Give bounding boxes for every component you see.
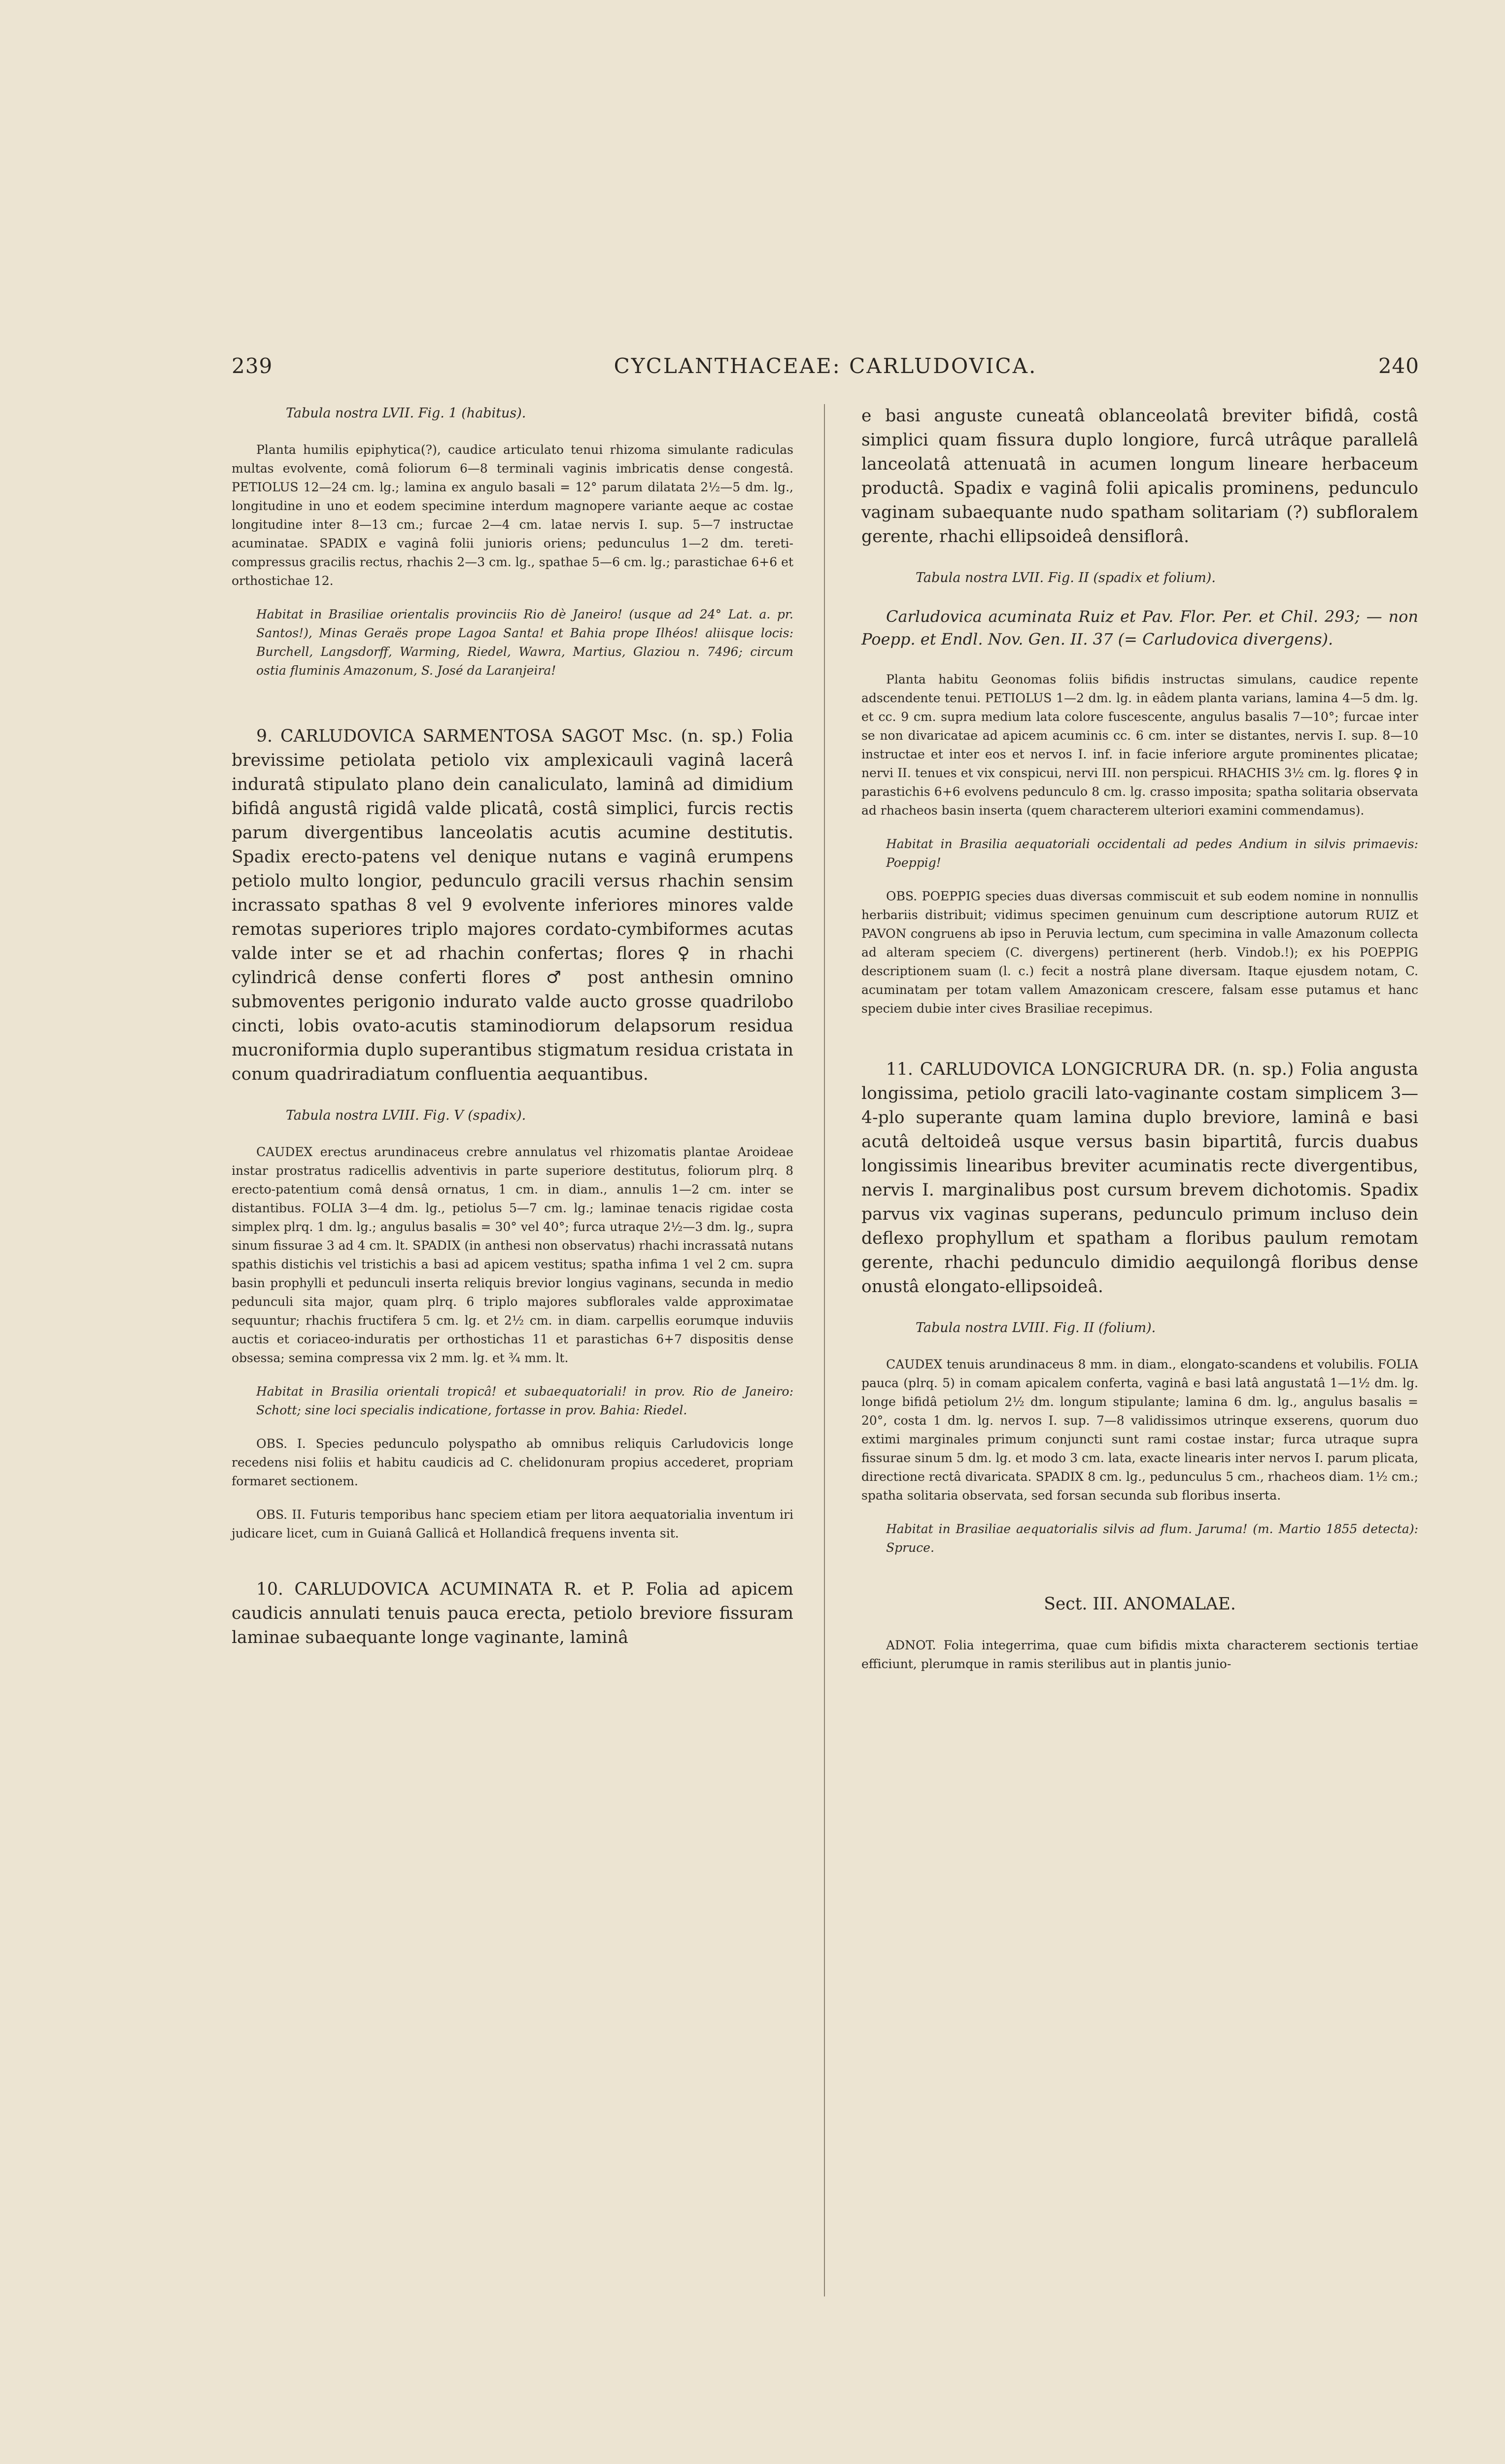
description-paragraph: CAUDEX tenuis arundinaceus 8 mm. in diam., elongato-scandens et volubilis. FOLIA pauca (plrq. 5) in comam apicalem conferta, vaginâ e basi latâ angustatâ 1—1½ dm. lg. longe bifidâ petiolum 2½ dm. longum stipulante; lamina 6 dm. lg., angulus basalis = 20°, costa 1 dm. lg. nervos I. sup. 7—8 validissimos utrinque exserens, quorum duo extimi marginales primum conjuncti sunt rami costae instar; furca utraque supra fissurae sinum 5 dm. lg. et modo 3 cm. lata, exacte linearis inter nervos I. parum plicata, directione rectâ divaricata. SPADIX 8 cm. lg., pedunculus 5 cm., rhacheos diam. 1½ cm.; spatha solitaria observata, sed forsan secunda sub floribus inserta.: [861, 1357, 1418, 1503]
right-column: [861, 404, 1418, 1688]
observation-paragraph: OBS. I. Species pedunculo polyspatho ab omnibus reliquis Carludovicis longe recedens nisi foliis et habitu caudicis ad C. chelidonuram propius accederet, propriam formaret sectionem.: [232, 1437, 793, 1488]
species-heading-sarmentosa: 9. CARLUDOVICA SARMENTOSA SAGOT Msc. (n. sp.) Folia brevissime petiolata petiolo vix amplexicauli vaginâ lacerâ induratâ stipulato plano dein canaliculato, laminâ ad dimidium bifidâ angustâ rigidâ valde plicatâ, costâ simplici, furcis rectis parum divergentibus lanceolatis acutis acumine destitutis. Spadix erecto-patens vel denique nutans e vaginâ erumpens petiolo multo longior, pedunculo gracili versus rhachin sensim incrassato spathas 8 vel 9 evolvente inferiores minores valde remotas superiores triplo majores cordato-cymbiformes acutas valde inter se et ad rhachin confertas; flores ♀ in rhachi cylindricâ dense conferti flores ♂ post anthesin omnino submoventes perigonio indurato valde aucto grosse quadrilobo cincti, lobis ovato-acutis staminodiorum delapsorum residua mucroniformia duplo superantibus stigmatum residua cristata in conum quadriradiatum confluentia aequantibus.: [232, 726, 793, 1084]
plate-caption: Tabula nostra LVII. Fig. II (spadix et folium).: [916, 570, 1216, 585]
plate-caption: Tabula nostra LVIII. Fig. V (spadix).: [286, 1108, 526, 1123]
column-divider: [824, 404, 825, 2296]
description-paragraph: CAUDEX erectus arundinaceus crebre annulatus vel rhizomatis plantae Aroideae instar prostratus radicellis adventivis in parte superiore destitutus, foliorum plrq. 8 erecto-patentium comâ densâ ornatus, 1 cm. in diam., annulis 1—2 cm. inter se distantibus. FOLIA 3—4 dm. lg., petiolus 5—7 cm. lg.; laminae tenacis rigidae costa simplex plrq. 1 dm. lg.; angulus basalis = 30° vel 40°; furca utraque 2½—3 dm. lg., supra sinum fissurae 3 ad 4 cm. lt. SPADIX (in anthesi non observatus) rhachi incrassatâ nutans spathis distichis vel tristichis a basi ad apicem vestitus; spatha infima 1 vel 2 cm. supra basin prophylli et pedunculi inserta reliquis brevior longius vaginans, secunda in medio pedunculi sita major, quam plrq. 6 triplo majores subflorales valde approximatae sequuntur; rhachis fructifera 5 cm. lg. et 2½ cm. in diam. carpellis eorumque induviis auctis et coriaceo-induratis per orthostichas 11 et parastichas 6+7 dispositis dense obsessa; semina compressa vix 2 mm. lg. et ¾ mm. lt.: [232, 1145, 793, 1365]
page-number-right: 240: [1378, 354, 1419, 378]
observation-paragraph: OBS. POEPPIG species duas diversas commiscuit et sub eodem nomine in nonnullis herbariis distribuit; vidimus specimen genuinum cum descriptione autorum RUIZ et PAVON congruens ab ipso in Peruvia lectum, cum specimina in valle Amazonum collecta ad alteram speciem (C. divergens) pertinerent (herb. Vindob.!); ex his POEPPIG descriptionem suam (l. c.) fecit a nostrâ plane diversam. Itaque ejusdem notam, C. acuminatam per totam vallem Amazonicam crescere, falsam esse putamus et hanc speciem dubie inter cives Brasiliae recepimus.: [861, 889, 1418, 1016]
species-heading-acuminata: 10. CARLUDOVICA ACUMINATA R. et P. Folia ad apicem caudicis annulati tenuis pauca erecta, petiolo breviore fissuram laminae subaequante longe vaginante, laminâ: [232, 1579, 793, 1647]
description-paragraph: Planta habitu Geonomas foliis bifidis instructas simulans, caudice repente adscendente tenui. PETIOLUS 1—2 dm. lg. in eâdem planta varians, lamina 4—5 dm. lg. et cc. 9 cm. supra medium lata colore fuscescente, angulus basalis 7—10°; furcae inter se non divaricatae ad apicem acuminis cc. 6 cm. inter se distantes, nervis I. sup. 8—10 instructae et inter eos et nervos I. inf. in facie inferiore argute prominentes plicatae; nervi II. tenues et vix conspicui, nervi III. non perspicui. RHACHIS 3½ cm. lg. flores ♀ in parastichis 6+6 evolvens pedunculo 8 cm. lg. crasso imposita; spatha solitaria observata ad rhacheos basin inserta (quem characterem ulteriori examini commendamus).: [861, 672, 1418, 818]
habitat-paragraph: Habitat in Brasiliae aequatorialis silvis ad flum. Jaruma! (m. Martio 1855 detecta): Spruce.: [886, 1522, 1418, 1555]
left-column: [232, 404, 793, 1670]
synonymy: Carludovica acuminata Ruiz et Pav. Flor. Per. et Chil. 293; — non Poepp. et Endl. Nov. Gen. II. 37 (= Carludovica divergens).: [861, 607, 1418, 649]
page-header: [232, 354, 1419, 383]
description-paragraph: Planta humilis epiphytica(?), caudice articulato tenui rhizoma simulante radiculas multas evolvente, comâ foliorum 6—8 terminali vaginis imbricatis dense congestâ. PETIOLUS 12—24 cm. lg.; lamina ex angulo basali = 12° parum dilatata 2½—5 dm. lg., longitudine in uno et eodem specimine interdum magnopere variante aeque ac costae longitudine inter 8—13 cm.; furcae 2—4 cm. latae nervis I. sup. 5—7 instructae acuminatae. SPADIX e vaginâ folii junioris oriens; pedunculus 1—2 dm. tereti-compressus gracilis rectus, rhachis 2—3 cm. lg., spathae 5—6 cm. lg.; parastichae 6+6 et orthostichae 12.: [232, 443, 793, 588]
habitat-paragraph: Habitat in Brasilia orientali tropicâ! et subaequatoriali! in prov. Rio de Janeiro: Schott; sine loci specialis indicatione, fortasse in prov. Bahia: Riedel.: [256, 1384, 793, 1417]
observation-paragraph: OBS. II. Futuris temporibus hanc speciem etiam per litora aequatorialia inventum iri judicare licet, cum in Guianâ Gallicâ et Hollandicâ frequens inventa sit.: [232, 1507, 793, 1540]
plate-caption: Tabula nostra LVIII. Fig. II (folium).: [916, 1320, 1156, 1335]
section-heading: Sect. III. ANOMALAE.: [1044, 1594, 1236, 1614]
habitat-paragraph: Habitat in Brasiliae orientalis provinciis Rio dè Janeiro! (usque ad 24° Lat. a. pr. Santos!), Minas Geraës prope Lagoa Santa! et Bahia prope Ilhéos! aliisque locis: Burchell, Langsdorff, Warming, Riedel, Wawra, Martius, Glaziou n. 7496; circum ostia fluminis Amazonum, S. José da Laranjeira!: [256, 607, 793, 678]
habitat-paragraph: Habitat in Brasilia aequatoriali occidentali ad pedes Andium in silvis primaevis: Poeppig!: [886, 837, 1418, 870]
running-title: CYCLANTHACEAE: CARLUDOVICA.: [614, 354, 1037, 378]
page-number-left: 239: [232, 354, 273, 378]
adnotatio-paragraph: ADNOT. Folia integerrima, quae cum bifidis mixta characterem sectionis tertiae efficiunt, plerumque in ramis sterilibus aut in plantis junio-: [861, 1638, 1418, 1671]
plate-caption: Tabula nostra LVII. Fig. 1 (habitus).: [286, 406, 526, 421]
continued-paragraph: e basi anguste cuneatâ oblanceolatâ breviter bifidâ, costâ simplici quam fissura duplo longiore, furcâ utrâque parallelâ lanceolatâ attenuatâ in acumen longum lineare herbaceum productâ. Spadix e vaginâ folii apicalis prominens, pedunculo vaginam subaequante nudo spatham solitariam (?) subfloralem gerente, rhachi ellipsoideâ densiflorâ.: [861, 406, 1418, 547]
species-heading-longicrura: 11. CARLUDOVICA LONGICRURA DR. (n. sp.) Folia angusta longissima, petiolo gracili lato-vaginante costam simplicem 3—4-plo superante quam lamina duplo breviore, laminâ e basi acutâ deltoideâ usque versus basin bipartitâ, furcis duabus longissimis linearibus breviter acuminatis recte divergentibus, nervis I. marginalibus post cursum brevem dichotomis. Spadix parvus vix vaginas superans, pedunculo primum incluso dein deflexo prophyllum et spatham a floribus paulum remotam gerente, rhachi pedunculo dimidio aequilongâ floribus dense onustâ elongato-ellipsoideâ.: [861, 1060, 1418, 1297]
